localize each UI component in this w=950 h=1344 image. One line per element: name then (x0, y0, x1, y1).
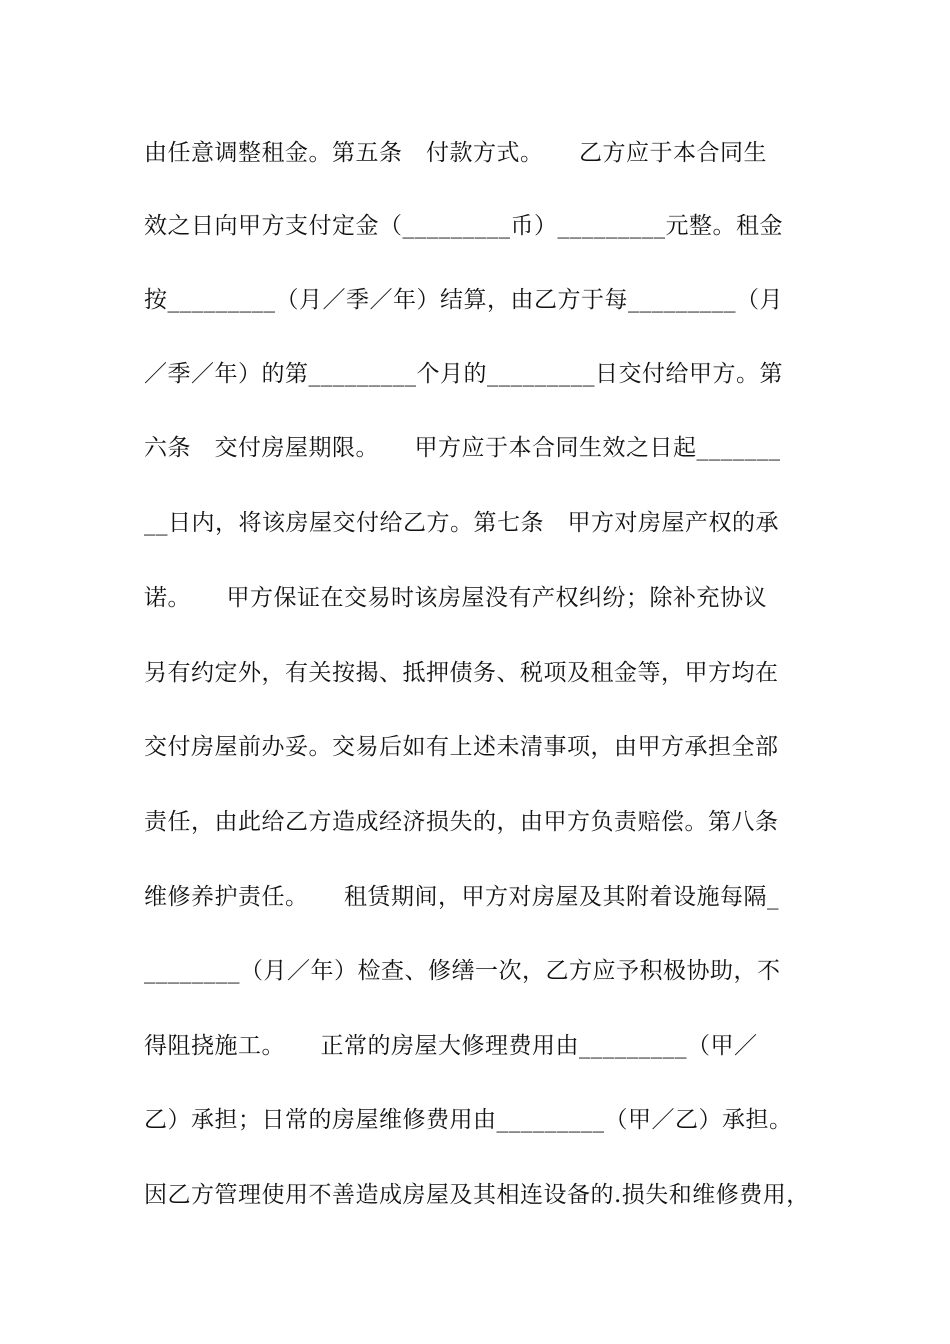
text-line: __日内，将该房屋交付给乙方。第七条 甲方对房屋产权的承 (144, 510, 779, 536)
text-line: 得阻挠施工。 正常的房屋大修理费用由_________（甲／ (144, 1033, 758, 1059)
text-line: 维修养护责任。 租赁期间，甲方对房屋及其附着设施每隔_ (144, 884, 779, 910)
text-line: 诺。 甲方保证在交易时该房屋没有产权纠纷；除补充协议 (144, 585, 767, 611)
text-line: 责任，由此给乙方造成经济损失的，由甲方负责赔偿。第八条 (144, 809, 779, 835)
text-line: 按_________（月／季／年）结算，由乙方于每_________（月 (144, 287, 783, 313)
text-line: 效之日向甲方支付定金（_________币）_________元整。租金 (144, 213, 783, 239)
text-line: ________（月／年）检查、修缮一次，乙方应予积极协助，不 (144, 958, 781, 984)
text-line: 因乙方管理使用不善造成房屋及其相连设备的.损失和维修费用， (144, 1182, 810, 1208)
text-line: 由任意调整租金。第五条 付款方式。 乙方应于本合同生 (144, 140, 767, 166)
text-line: 乙）承担；日常的房屋维修费用由_________（甲／乙）承担。 (144, 1107, 793, 1133)
text-line: ／季／年）的第_________个月的_________日交付给甲方。第 (144, 361, 783, 387)
text-line: 交付房屋前办妥。交易后如有上述未清事项，由甲方承担全部 (144, 734, 779, 760)
text-line: 另有约定外，有关按揭、抵押债务、税项及租金等，甲方均在 (144, 660, 779, 686)
text-line: 六条 交付房屋期限。 甲方应于本合同生效之日起_______ (144, 435, 781, 461)
